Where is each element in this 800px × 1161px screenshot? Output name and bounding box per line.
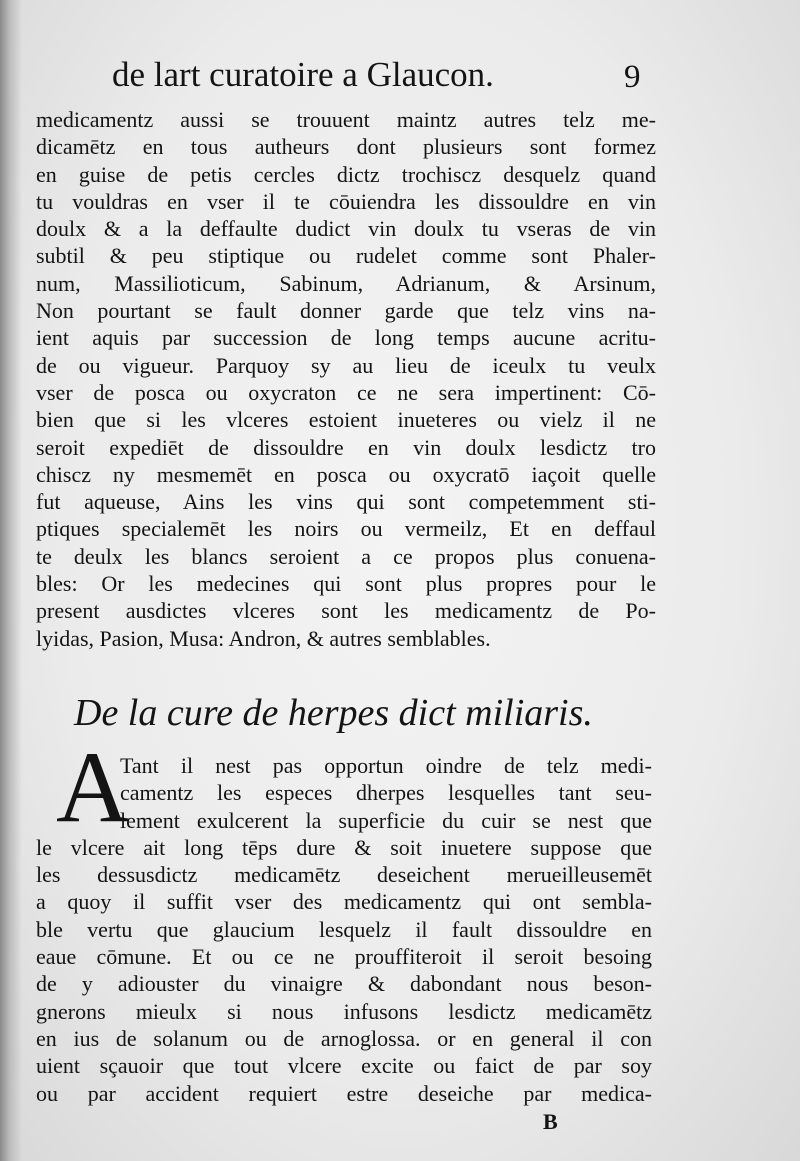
text-line: bles: Or les medecines qui sont plus propres pour le: [36, 571, 656, 597]
text-line: num, Massilioticum, Sabinum, Adrianum, & Arsinum,: [36, 270, 656, 296]
text-line: les dessusdictz medicamētz deseichent merueilleusemēt: [36, 862, 652, 888]
text-line: en ius de solanum ou de arnoglossa. or en general il con: [36, 1025, 652, 1051]
text-line: de y adiouster du vinaigre & dabondant nous beson-: [36, 971, 652, 997]
text-line: vser de posca ou oxycraton ce ne sera impertinent: Cō-: [36, 379, 656, 405]
text-line: dicamētz en tous autheurs dont plusieurs sont formez: [36, 134, 656, 160]
text-line: tu vouldras en vser il te cōuiendra les dissouldre en vin: [36, 188, 656, 214]
text-line: eaue cōmune. Et ou ce ne prouffiteroit il seroit besoing: [36, 944, 652, 970]
text-line: ient aquis par succession de long temps aucune acritu-: [36, 325, 656, 351]
text-line: seroit expediēt de dissouldre en vin doulx lesdictz tro: [36, 434, 656, 460]
text-line: chiscz ny mesmemēt en posca ou oxycratō iaçoit quelle: [36, 461, 656, 487]
text-line: le vlcere ait long tēps dure & soit inuetere suppose que: [36, 834, 652, 860]
text-line: gnerons mieulx si nous infusons lesdictz medicamētz: [36, 998, 652, 1024]
text-line: present ausdictes vlceres sont les medicamentz de Po-: [36, 598, 656, 624]
text-line: medicamentz aussi se trouuent maintz autres telz me-: [36, 107, 656, 132]
text-line: lement exulcerent la superficie du cuir se nest que: [120, 807, 652, 833]
text-line-last: lyidas, Pasion, Musa: Andron, & autres semblables.: [36, 625, 491, 651]
section-text: [36, 752, 652, 1107]
text-line: doulx & a la deffaulte dudict vin doulx tu vseras de vin: [36, 216, 656, 242]
text-line: bien que si les vlceres estoient inueteres ou vielz il ne: [36, 407, 656, 433]
body-text: [36, 106, 656, 652]
text-line: uient sçauoir que tout vlcere excite ou faict de par soy: [36, 1053, 652, 1079]
text-line: de ou vigueur. Parquoy sy au lieu de iceulx tu veulx: [36, 352, 656, 378]
text-line: ble vertu que glaucium lesquelz il fault dissouldre en: [36, 916, 652, 942]
text-line: te deulx les blancs seroient a ce propos plus conuena-: [36, 543, 656, 569]
drop-cap-initial: A: [56, 731, 130, 844]
text-line: Non pourtant se fault donner garde que telz vins na-: [36, 298, 656, 324]
text-line: ptiques specialemēt les noirs ou vermeilz, Et en deffaul: [36, 516, 656, 542]
text-line: Tant il nest pas opportun oindre de telz medi-: [120, 753, 652, 778]
text-line: camentz les especes dherpes lesquelles tant seu-: [120, 780, 652, 806]
page-number: 9: [624, 59, 641, 95]
text-line: a quoy il suffit vser des medicamentz qui ont sembla-: [36, 889, 652, 915]
gutter-shadow: [0, 0, 22, 1161]
text-line: ou par accident requiert estre deseiche par medica-: [36, 1080, 652, 1106]
running-head: de lart curatoire a Glaucon.: [112, 55, 494, 94]
signature-mark: B: [543, 1109, 558, 1134]
section-heading: De la cure de herpes dict miliaris.: [74, 692, 593, 734]
text-line: subtil & peu stiptique ou rudelet comme sont Phaler-: [36, 243, 656, 269]
text-line: fut aqueuse, Ains les vins qui sont competemment sti-: [36, 489, 656, 515]
text-line: en guise de petis cercles dictz trochiscz desquelz quand: [36, 161, 656, 187]
